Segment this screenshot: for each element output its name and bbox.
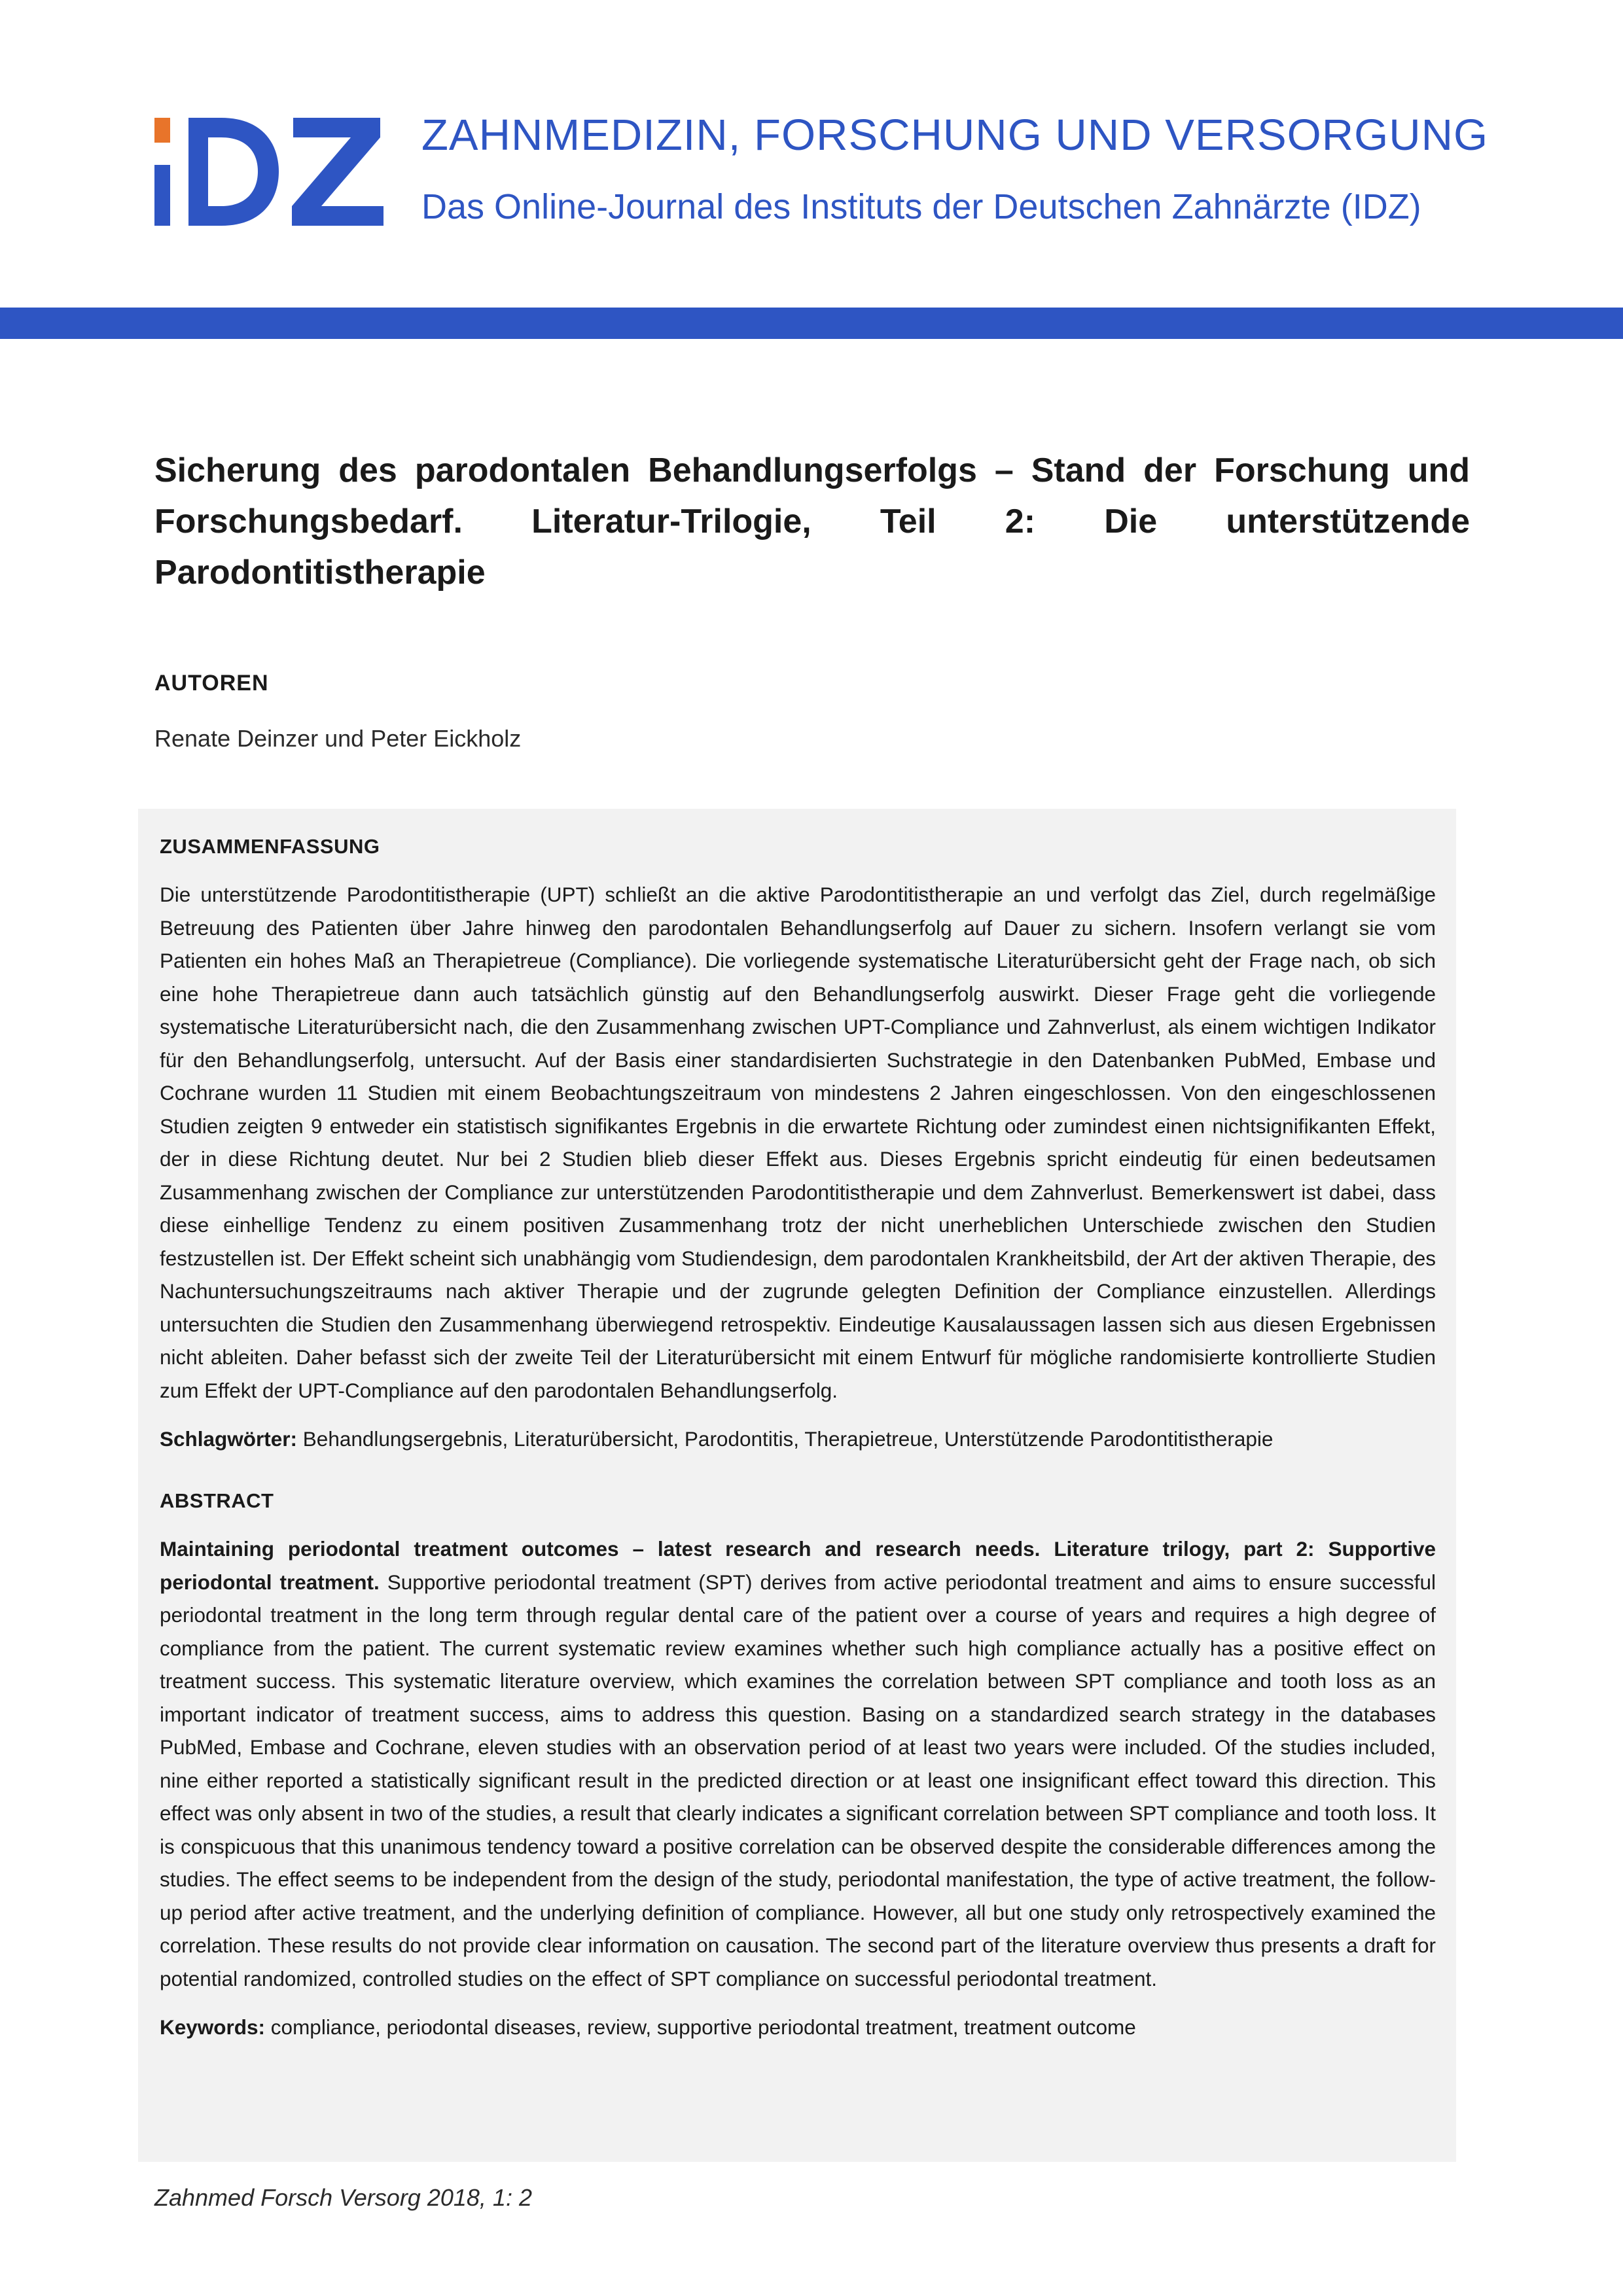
authors-list: Renate Deinzer und Peter Eickholz <box>154 725 522 752</box>
logo-i-stem <box>154 165 170 226</box>
abstract-panel <box>138 809 1456 2162</box>
abstract-body: Supportive periodontal treatment (SPT) derives from active periodontal treatment and aims to ensure successful periodontal treatment in the long term through regular dental care of the patient over a course of years and requires a high degree of compliance from the patient. The current systematic review examines whether such high compliance actually has a positive effect on treatment success. This systematic literature overview, which examines the correlation between SPT compliance and tooth loss as an important indicator of treatment success, aims to address this question. Basing on a standardized search strategy in the databases PubMed, Embase and Cochrane, eleven studies with an observation period of at least two years were included. Of the studies included, nine either reported a statistically significant result in the predicted direction or at least one insignificant effect toward this direction. This effect was only absent in two of the studies, a result that clearly indicates a significant correlation between SPT compliance and tooth loss. It is conspicuous that this unanimous tendency toward a positive correlation can be observed despite the considerable differences among the studies. The effect seems to be independent from the design of the study, periodontal manifestation, the type of active treatment, the follow-up period after active treatment, and the underlying definition of compliance. However, all but one study only retrospectively examined the correlation. These results do not provide clear information on causation. The second part of the literature overview thus presents a draft for potential randomized, controlled studies on the effect of SPT compliance on successful periodontal treatment. <box>160 1570 1436 1990</box>
journal-title: ZAHNMEDIZIN, FORSCHUNG UND VERSORGUNG <box>421 111 1489 160</box>
logo-orange-bar <box>154 118 170 143</box>
authors-heading: AUTOREN <box>154 671 269 696</box>
logo-d-letter <box>188 118 279 226</box>
summary-keywords-label: Schlagwörter: <box>160 1427 303 1451</box>
summary-keywords-values: Behandlungsergebnis, Literaturübersicht, Parodontitis, Therapietreue, Unterstützende Parodontitistherapie <box>302 1427 1274 1451</box>
journal-subtitle: Das Online-Journal des Instituts der Deutschen Zahnärzte (IDZ) <box>421 187 1421 226</box>
abstract-keywords-label: Keywords: <box>160 2015 271 2039</box>
summary-text: Die unterstützende Parodontitistherapie (UPT) schließt an die aktive Parodontitistherapie an und verfolgt das Ziel, durch regelmäßige Betreuung des Patienten über Jahre hinweg den parodontalen Behandlungserfolg auf Dauer zu sichern. Insofern verlangt sie vom Patienten ein hohes Maß an Therapietreue (Compliance). Die vorliegende systematische Literaturübersicht geht der Frage nach, ob sich eine hohe Therapietreue dann auch tatsächlich günstig auf den Behandlungserfolg auswirkt. Dieser Frage geht die vorliegende systematische Literaturübersicht nach, die den Zusammenhang zwischen UPT-Compliance und Zahnverlust, als einem wichtigen Indikator für den Behandlungserfolg, untersucht. Auf der Basis einer standardisierten Suchstrategie in den Datenbanken PubMed, Embase und Cochrane wurden 11 Studien mit einem Beobachtungszeitraum von mindestens 2 Jahren eingeschlossen. Von den eingeschlossenen Studien zeigten 9 entweder ein statistisch signifikantes Ergebnis in die erwartete Richtung oder zumindest einen nichtsignifikanten Effekt, der in diese Richtung deutet. Nur bei 2 Studien blieb dieser Effekt aus. Dieses Ergebnis spricht eindeutig für einen bedeutsamen Zusammenhang zwischen der Compliance zur unterstützenden Parodontitistherapie und dem Zahnverlust. Bemerkenswert ist dabei, dass diese einhellige Tendenz zu einem positiven Zusammenhang trotz der nicht unerheblichen Unterschiede zwischen den Studien festzustellen ist. Der Effekt scheint sich unabhängig vom Studiendesign, dem parodontalen Krankheitsbild, der Art der aktiven Therapie, des Nachuntersuchungszeitraums nach aktiver Therapie und der zugrunde gelegten Definition der Compliance einzustellen. Allerdings untersuchten die Studien den Zusammenhang überwiegend retrospektiv. Eindeutige Kausalaussagen lassen sich aus diesen Ergebnissen nicht ableiten. Daher befasst sich der zweite Teil der Literaturübersicht mit einem Entwurf für mögliche randomisierte kontrollierte Studien zum Effekt der UPT-Compliance auf den parodontalen Behandlungserfolg. <box>160 883 1436 1402</box>
abstract-keywords <box>160 2011 1436 2043</box>
journal-citation: Zahnmed Forsch Versorg 2018, 1: 2 <box>154 2184 532 2211</box>
summary-heading: ZUSAMMENFASSUNG <box>160 835 380 858</box>
article-title: Sicherung des parodontalen Behandlungserfolgs – Stand der Forschung und Forschungsbedarf. Literatur-Trilogie, Teil 2: Die unterstützende Parodontitistherapie <box>154 451 1470 592</box>
summary-keywords <box>160 1422 1436 1455</box>
abstract-heading: ABSTRACT <box>160 1489 274 1512</box>
logo-z-letter <box>292 118 383 226</box>
idz-logo <box>154 118 383 226</box>
abstract-text <box>160 1532 1436 1995</box>
abstract-keywords-values: compliance, periodontal diseases, review, supportive periodontal treatment, treatment outcome <box>270 2015 1136 2039</box>
abstract-lead-title: Maintaining periodontal treatment outcomes – latest research and research needs. Literature trilogy, part 2: Supportive periodontal treatment. <box>160 1537 1436 1594</box>
header-divider-band <box>0 308 1623 339</box>
